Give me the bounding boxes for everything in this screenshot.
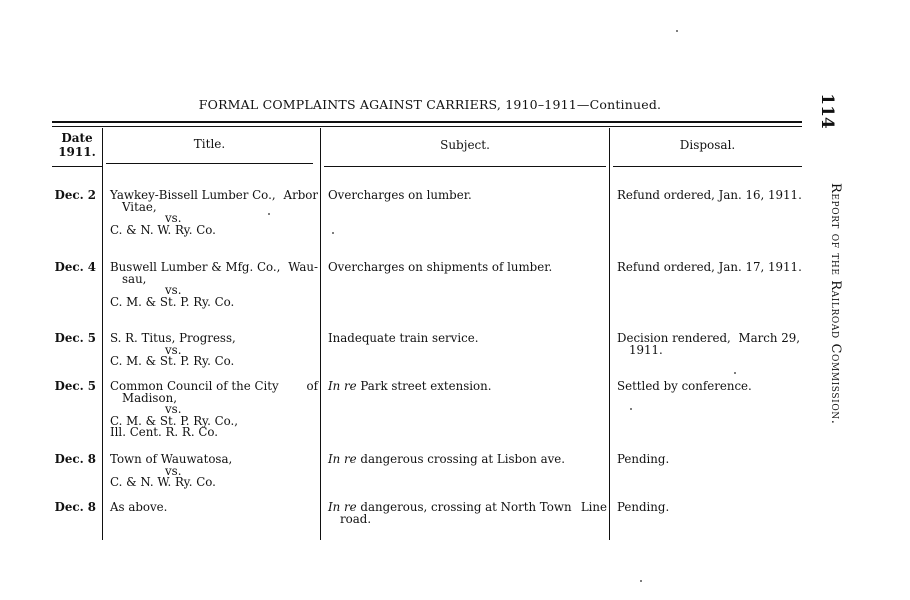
versus-label: vs. <box>165 402 182 416</box>
column-header-title: Title. <box>193 137 226 151</box>
row-date: Dec. 2 <box>54 188 96 202</box>
row-subject <box>328 454 565 466</box>
scan-speck <box>676 30 678 32</box>
title-line: Yawkey-Bissell Lumber Co., Arbor <box>110 188 318 202</box>
side-title-text: Report of the Railroad Commission. <box>828 183 843 425</box>
scan-speck <box>332 232 334 234</box>
top-rule-thick <box>52 121 802 123</box>
page-number: 114 <box>817 93 837 129</box>
top-rule-thin <box>52 126 802 127</box>
subject-text: Park street extension. <box>360 379 492 393</box>
subject-text: dangerous crossing at Lisbon ave. <box>360 452 565 466</box>
row-title <box>110 454 318 489</box>
title-line: C. M. & St. P. Ry. Co. <box>110 354 235 368</box>
row-title <box>110 381 318 439</box>
page-title: FORMAL COMPLAINTS AGAINST CARRIERS, 1910–1911—Continued. <box>198 97 662 112</box>
row-subject: Overcharges on lumber. <box>328 188 472 202</box>
subject-line: road. <box>340 511 372 526</box>
row-date: Dec. 8 <box>54 500 96 514</box>
title-line: sau, <box>122 271 147 286</box>
scan-speck <box>734 372 736 374</box>
row-subject <box>328 502 607 525</box>
header-underline-date <box>52 166 102 167</box>
subject-text: dangerous, crossing at North Town <box>360 500 572 514</box>
versus-label: vs. <box>165 211 182 225</box>
title-line: Buswell Lumber & Mfg. Co., Wau- <box>110 260 318 274</box>
row-date: Dec. 8 <box>54 452 96 466</box>
column-header-subject: Subject. <box>440 138 490 152</box>
subject-italic-prefix: In re <box>328 379 357 393</box>
title-line: C. & N. W. Ry. Co. <box>110 222 216 237</box>
row-title <box>110 333 318 368</box>
versus-label: vs. <box>165 342 182 357</box>
title-line: C. M. & St. P. Ry. Co., <box>110 413 238 428</box>
versus-label: vs. <box>165 283 182 297</box>
header-underline-title <box>106 163 313 164</box>
title-line: C. & N. W. Ry. Co. <box>110 475 216 489</box>
row-disposal: Pending. <box>617 500 670 514</box>
running-side-title <box>828 183 848 443</box>
column-header-disposal: Disposal. <box>679 138 736 152</box>
disposal-line: 1911. <box>629 342 663 357</box>
title-line: Madison, <box>122 390 177 405</box>
column-divider-title <box>320 128 321 540</box>
row-disposal: Refund ordered, Jan. 17, 1911. <box>617 260 802 274</box>
scan-speck <box>268 213 270 215</box>
versus-label: vs. <box>165 463 182 478</box>
subject-italic-prefix: In re <box>328 500 357 514</box>
title-line: S. R. Titus, Progress, <box>110 331 236 345</box>
row-disposal: Refund ordered, Jan. 16, 1911. <box>617 188 802 202</box>
scan-speck <box>630 408 632 410</box>
scan-speck <box>640 580 642 582</box>
row-subject <box>328 381 492 393</box>
row-subject: Overcharges on shipments of lumber. <box>328 260 553 274</box>
row-date: Dec. 5 <box>54 379 96 393</box>
header-underline-disposal <box>613 166 802 167</box>
title-line: As above. <box>110 500 168 514</box>
date-header-line1: Date <box>61 131 93 145</box>
title-line: Common Council of the City of <box>110 379 318 393</box>
date-header-line2: 1911. <box>58 145 96 159</box>
row-title <box>110 190 318 236</box>
row-disposal: Settled by conference. <box>617 379 752 393</box>
row-disposal <box>617 333 800 356</box>
subject-italic-prefix: In re <box>328 452 357 466</box>
row-title <box>110 262 318 308</box>
title-line: C. M. & St. P. Ry. Co. <box>110 294 235 309</box>
title-line: Ill. Cent. R. R. Co. <box>110 425 218 439</box>
column-divider-subject <box>609 128 610 540</box>
header-underline-subject <box>324 166 606 167</box>
title-line: Vitae, <box>122 199 157 214</box>
row-disposal: Pending. <box>617 452 670 466</box>
subject-text: Line <box>580 500 607 514</box>
column-header-date <box>52 131 102 159</box>
row-date: Dec. 4 <box>54 260 96 274</box>
column-divider-date <box>102 128 103 540</box>
row-subject: Inadequate train service. <box>328 331 479 345</box>
disposal-line: Decision rendered, March 29, <box>617 331 800 345</box>
row-title <box>110 502 318 514</box>
row-date: Dec. 5 <box>54 331 96 345</box>
title-line: Town of Wauwatosa, <box>110 452 233 466</box>
